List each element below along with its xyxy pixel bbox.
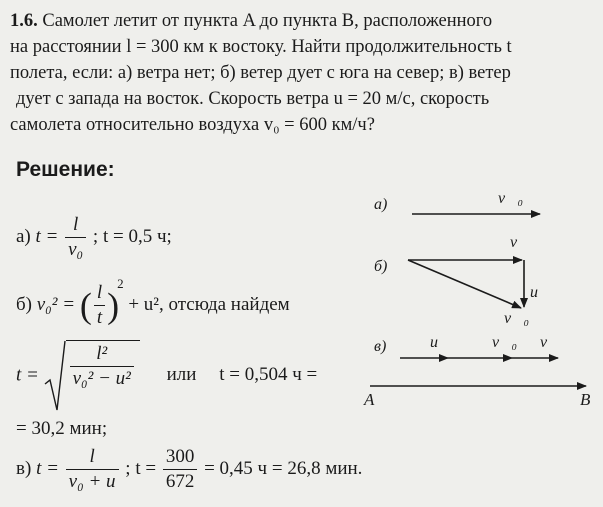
vector-diagram (362, 190, 598, 410)
diagram-label-c: в) (374, 338, 387, 355)
case-c-u-label: u⃗ (430, 334, 451, 351)
radical-sign-icon (44, 340, 66, 412)
problem-line-3: полета, если: а) ветра нет; б) ветер дует с юга на север; в) ветер (10, 63, 511, 83)
part-b-label: б) (16, 294, 32, 315)
part-a-label: а) (16, 225, 31, 247)
part-c-numerator: l (89, 446, 95, 467)
solution-part-b: б) v₀² = ( $\frac{l}{t}$ )$^2$ + u², отсюда найдем (16, 276, 290, 329)
part-a-lhs: t = (35, 225, 59, 247)
vector-arrows (362, 190, 598, 410)
part-b-minutes: = 30,2 мин; (16, 418, 108, 439)
part-b-sqrt-numerator: l² (96, 343, 108, 364)
case-a-v0-label: v⃗₀ (498, 190, 524, 207)
case-c-v0-label: v⃗₀ (492, 334, 518, 351)
part-b-t-lhs: t = (16, 364, 39, 386)
part-c-numeric-fraction (163, 446, 198, 493)
part-a-fraction (65, 214, 86, 261)
problem-line-4: дует с запада на восток. Скорость ветра u = 20 м/с, скорость (16, 89, 490, 109)
problem-number: 1.6. (10, 11, 38, 31)
part-b-or: или (166, 364, 197, 386)
square-root (44, 340, 140, 412)
part-c-numeric-numerator: 300 (165, 446, 195, 467)
part-b-sqrt-fraction (70, 343, 134, 390)
part-b-sqrt-denominator: v₀² − u² (70, 366, 134, 390)
solution-heading: Решение: (16, 158, 115, 181)
part-c-separator: ; t = (125, 457, 157, 479)
part-c-result: = 0,45 ч = 26,8 мин. (204, 457, 363, 479)
part-b-fraction (94, 282, 105, 329)
case-b-v0-label: v⃗₀ (504, 310, 530, 327)
problem-line-2: на расстоянии l = 300 км к востоку. Найти продолжительность t (10, 37, 512, 57)
case-b-v-label: v⃗ (510, 234, 530, 251)
part-c-denominator: v₀ + u (66, 469, 119, 493)
diagram-label-a: а) (374, 196, 388, 213)
part-c-label: в) (16, 457, 32, 479)
part-b-numerator: l (96, 282, 103, 304)
case-b-u-label: u⃗ (530, 284, 551, 301)
diagram-label-b: б) (374, 258, 388, 275)
problem-statement (10, 8, 596, 138)
part-c-fraction (66, 446, 119, 493)
part-a-numerator: l (73, 214, 79, 235)
problem-line-1: Самолет летит от пункта A до пункта B, расположенного (42, 11, 493, 31)
solution-part-a (16, 214, 172, 261)
part-b-t-value: t = 0,504 ч = (219, 364, 318, 386)
part-b-lhs: v₀² = (36, 294, 76, 315)
part-c-numeric-denominator: 672 (163, 469, 198, 493)
case-c-v-label: v⃗ (540, 334, 560, 351)
part-b-denominator: t (94, 305, 105, 329)
part-c-lhs: t = (36, 457, 59, 479)
point-b-label: B (580, 390, 591, 409)
part-b-rest: + u², отсюда найдем (128, 294, 290, 315)
case-b-v0-arrow (408, 260, 521, 308)
problem-line-5: самолета относительно воздуха v₀ = 600 км/ч? (10, 115, 375, 135)
solution-part-c (16, 446, 362, 493)
point-a-label: A (364, 390, 375, 409)
part-a-result: ; t = 0,5 ч; (92, 225, 172, 247)
solution-part-b-result (16, 340, 317, 412)
part-a-denominator: v₀ (65, 237, 86, 261)
